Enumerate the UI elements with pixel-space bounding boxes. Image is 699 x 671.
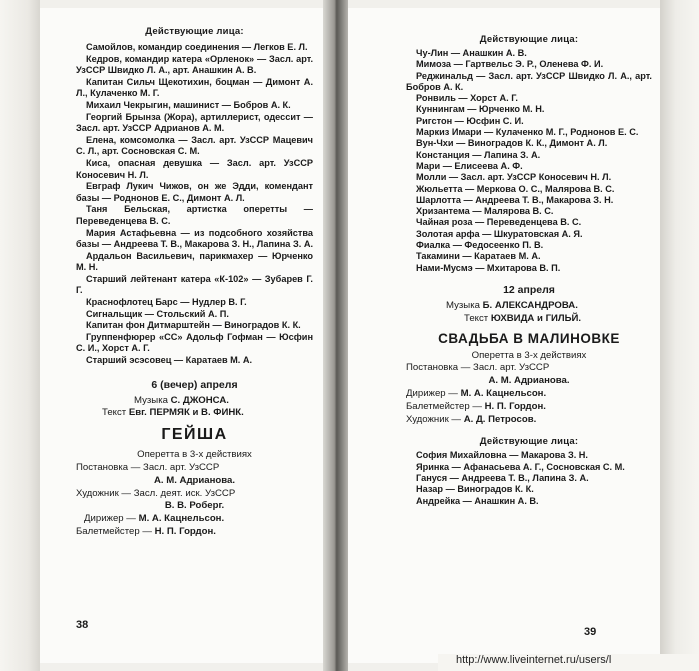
music-author: С. ДЖОНСА.: [170, 394, 229, 406]
cast-entry: Краснофлотец Барс — Нудлер В. Г.: [86, 297, 247, 308]
cast-entry: Вун-Чхи — Виноградов К. К., Димонт А. Л.: [416, 138, 608, 149]
music-author: Б. АЛЕКСАНДРОВА.: [482, 299, 578, 311]
ballet-name: Н. П. Гордон.: [484, 400, 546, 412]
right-show-date: 12 апреля: [503, 283, 555, 296]
cast-entry: Маркиз Имари — Кулаченко М. Г., Роднонов Е. С.: [416, 127, 639, 138]
artist-name: А. Д. Петросов.: [463, 413, 537, 425]
cast-entry: Георгий Брынза (Жора), артиллерист, одессит — Засл. арт. УзССР Адрианов А. М.: [76, 111, 313, 134]
cast-entry: София Михайловна — Макарова З. Н.: [416, 450, 588, 461]
cast-entry: Реджинальд — Засл. арт. УзССР Швидко Л. А., арт. Бобров А. К.: [406, 70, 652, 92]
conductor-label: Дирижер —: [406, 387, 458, 399]
right-conductor-line: [406, 388, 652, 401]
cast-entry: Мимоза — Гартвельс Э. Р., Оленева Ф. И.: [416, 59, 604, 70]
right-show-genre: Оперетта в 3-х действиях: [471, 349, 587, 361]
cast-entry: Евграф Лукич Чижов, он же Эдди, комендант базы — Роднонов Е. С., Димонт А. Л.: [76, 181, 313, 203]
cast-entry: Старший эсэсовец — Каратаев М. А.: [86, 355, 253, 366]
left-paper-edge: [0, 0, 40, 671]
artist-label: Художник —: [406, 413, 462, 425]
right-show-title: СВАДЬБА В МАЛИНОВКЕ: [438, 330, 620, 346]
right-cast2-header: Действующие лица:: [479, 436, 579, 448]
text-authors: Евг. ПЕРМЯК и В. ФИНК.: [128, 407, 244, 419]
right-artist-line: [406, 414, 652, 427]
right-page: [348, 8, 660, 663]
left-page-number: 38: [76, 619, 89, 631]
left-show-genre: Оперетта в 3-х действиях: [137, 449, 252, 461]
right-paper-edge: [660, 0, 699, 671]
left-ballet-line: [76, 526, 313, 539]
cast-entry: Старший лейтенант катера «К-102» — Зубарев Г. Г.: [76, 273, 313, 296]
left-staging-label: Постановка — Засл. арт. УзССР: [76, 462, 220, 474]
cast-entry: Киса, опасная девушка — Засл. арт. УзССР Коносевич Н. Л.: [76, 157, 313, 180]
cast-entry: Молли — Засл. арт. УзССР Коносевич Н. Л.: [416, 172, 612, 183]
right-cast-list: [406, 48, 652, 274]
cast-entry: Капитан фон Дитмарштейн — Виноградов К. К.: [86, 320, 301, 331]
cast-entry: Мария Астафьевна — из подсобного хозяйства базы — Андреева Т. В., Макарова З. Н., Лапина З. А.: [76, 227, 314, 250]
cast-entry: Ронвиль — Хорст А. Г.: [416, 93, 518, 104]
cast-entry: Жюльетта — Меркова О. С., Малярова В. С.: [416, 183, 615, 194]
cast-entry: Констанция — Лапина З. А.: [416, 149, 541, 160]
cast-entry: Михаил Чекрыгин, машинист — Бобров А. К.: [86, 99, 291, 110]
cast-entry: Елена, комсомолка — Засл. арт. УзССР Мацевич С. Л., арт. Сосновская С. М.: [76, 134, 313, 157]
music-prefix: Музыка: [134, 394, 168, 406]
right-staging-label: Постановка — Засл. арт. УзССР: [406, 362, 550, 374]
cast-entry: Ригстон — Юсфин С. И.: [416, 115, 524, 126]
cast-entry: Гануся — Андреева Т. В., Лапина З. А.: [416, 472, 589, 483]
right-staging-name: А. М. Адрианова.: [488, 375, 570, 387]
left-show-date: 6 (вечер) апреля: [151, 378, 238, 391]
cast-entry: Такамини — Каратаев М. А.: [416, 251, 541, 262]
text-prefix: Текст: [464, 312, 489, 324]
cast-entry: Андрейка — Анашкин А. В.: [416, 495, 539, 506]
left-text-credit: [76, 407, 313, 420]
cast-entry: Самойлов, командир соединения — Легков Е. Л.: [86, 42, 308, 52]
cast-entry: Яринка — Афанасьева А. Г., Сосновская С. М.: [416, 461, 625, 472]
conductor-name: М. А. Кацнельсон.: [460, 387, 547, 399]
left-conductor-line: [76, 513, 313, 526]
right-cast2-list: [406, 450, 652, 506]
left-staging-name: А. М. Адрианова.: [153, 474, 236, 486]
cast-entry: Чайная роза — Переведенцева В. С.: [416, 217, 582, 228]
left-artist-label: Художник — Засл. деят. иск. УзССР: [76, 487, 236, 499]
conductor-label: Дирижер —: [84, 513, 136, 525]
left-artist-name: В. В. Роберг.: [164, 500, 225, 512]
cast-entry: Куннингам — Юрченко М. Н.: [416, 104, 545, 115]
right-cast-header: Действующие лица:: [479, 34, 579, 45]
cast-entry: Сигнальщик — Стольский А. П.: [86, 308, 229, 319]
conductor-name: М. А. Кацнельсон.: [138, 513, 225, 525]
music-prefix: Музыка: [446, 299, 480, 311]
cast-entry: Нами-Мусмэ — Мхитарова В. П.: [416, 262, 561, 273]
left-cast-list: [76, 42, 313, 367]
text-authors: ЮХВИДА и ГИЛЬЙ.: [490, 312, 582, 324]
left-show-title: ГЕЙША: [161, 426, 228, 444]
cast-entry: Ардальон Васильевич, парикмахер — Юрченко М. Н.: [76, 250, 313, 273]
cast-entry: Группенфюрер «СС» Адольф Гофман — Юсфин С. И., Хорст А. Г.: [76, 331, 313, 354]
ballet-label: Балетмейстер —: [406, 400, 482, 412]
cast-entry: Хризантема — Малярова В. С.: [416, 206, 554, 217]
cast-entry: Шарлотта — Андреева Т. В., Макарова З. Н.: [416, 194, 614, 205]
ballet-label: Балетмейстер —: [76, 526, 152, 537]
cast-entry: Фиалка — Федосеенко П. В.: [416, 240, 544, 251]
right-music-credit: [406, 300, 652, 313]
ballet-name: Н. П. Гордон.: [154, 526, 216, 537]
cast-entry: Таня Бельская, артистка оперетты — Переведенцева В. С.: [76, 204, 313, 226]
right-ballet-line: [406, 401, 652, 414]
left-music-credit: [76, 395, 313, 408]
cast-entry: Мари — Елисеева А. Ф.: [416, 160, 523, 171]
cast-entry: Капитан Сильч Щекотихин, боцман — Димонт А. Л., Кулаченко М. Г.: [76, 76, 313, 99]
cast-entry: Кедров, командир катера «Орленок» — Засл. арт. УзССР Швидко Л. А., арт. Анашкин А. В.: [76, 53, 313, 76]
book-gutter: [323, 0, 348, 671]
cast-entry: Чу-Лин — Анашкин А. В.: [416, 48, 527, 58]
cast-entry: Назар — Виноградов К. К.: [416, 484, 534, 495]
left-page: [40, 8, 323, 663]
source-url-watermark: http://www.liveinternet.ru/users/l: [438, 654, 699, 671]
cast-entry: Золотая арфа — Шкуратовская А. Я.: [416, 228, 583, 239]
right-text-credit: [406, 313, 652, 326]
text-prefix: Текст: [102, 407, 127, 419]
left-cast-header: Действующие лица:: [145, 26, 244, 37]
right-page-number: 39: [584, 626, 597, 638]
